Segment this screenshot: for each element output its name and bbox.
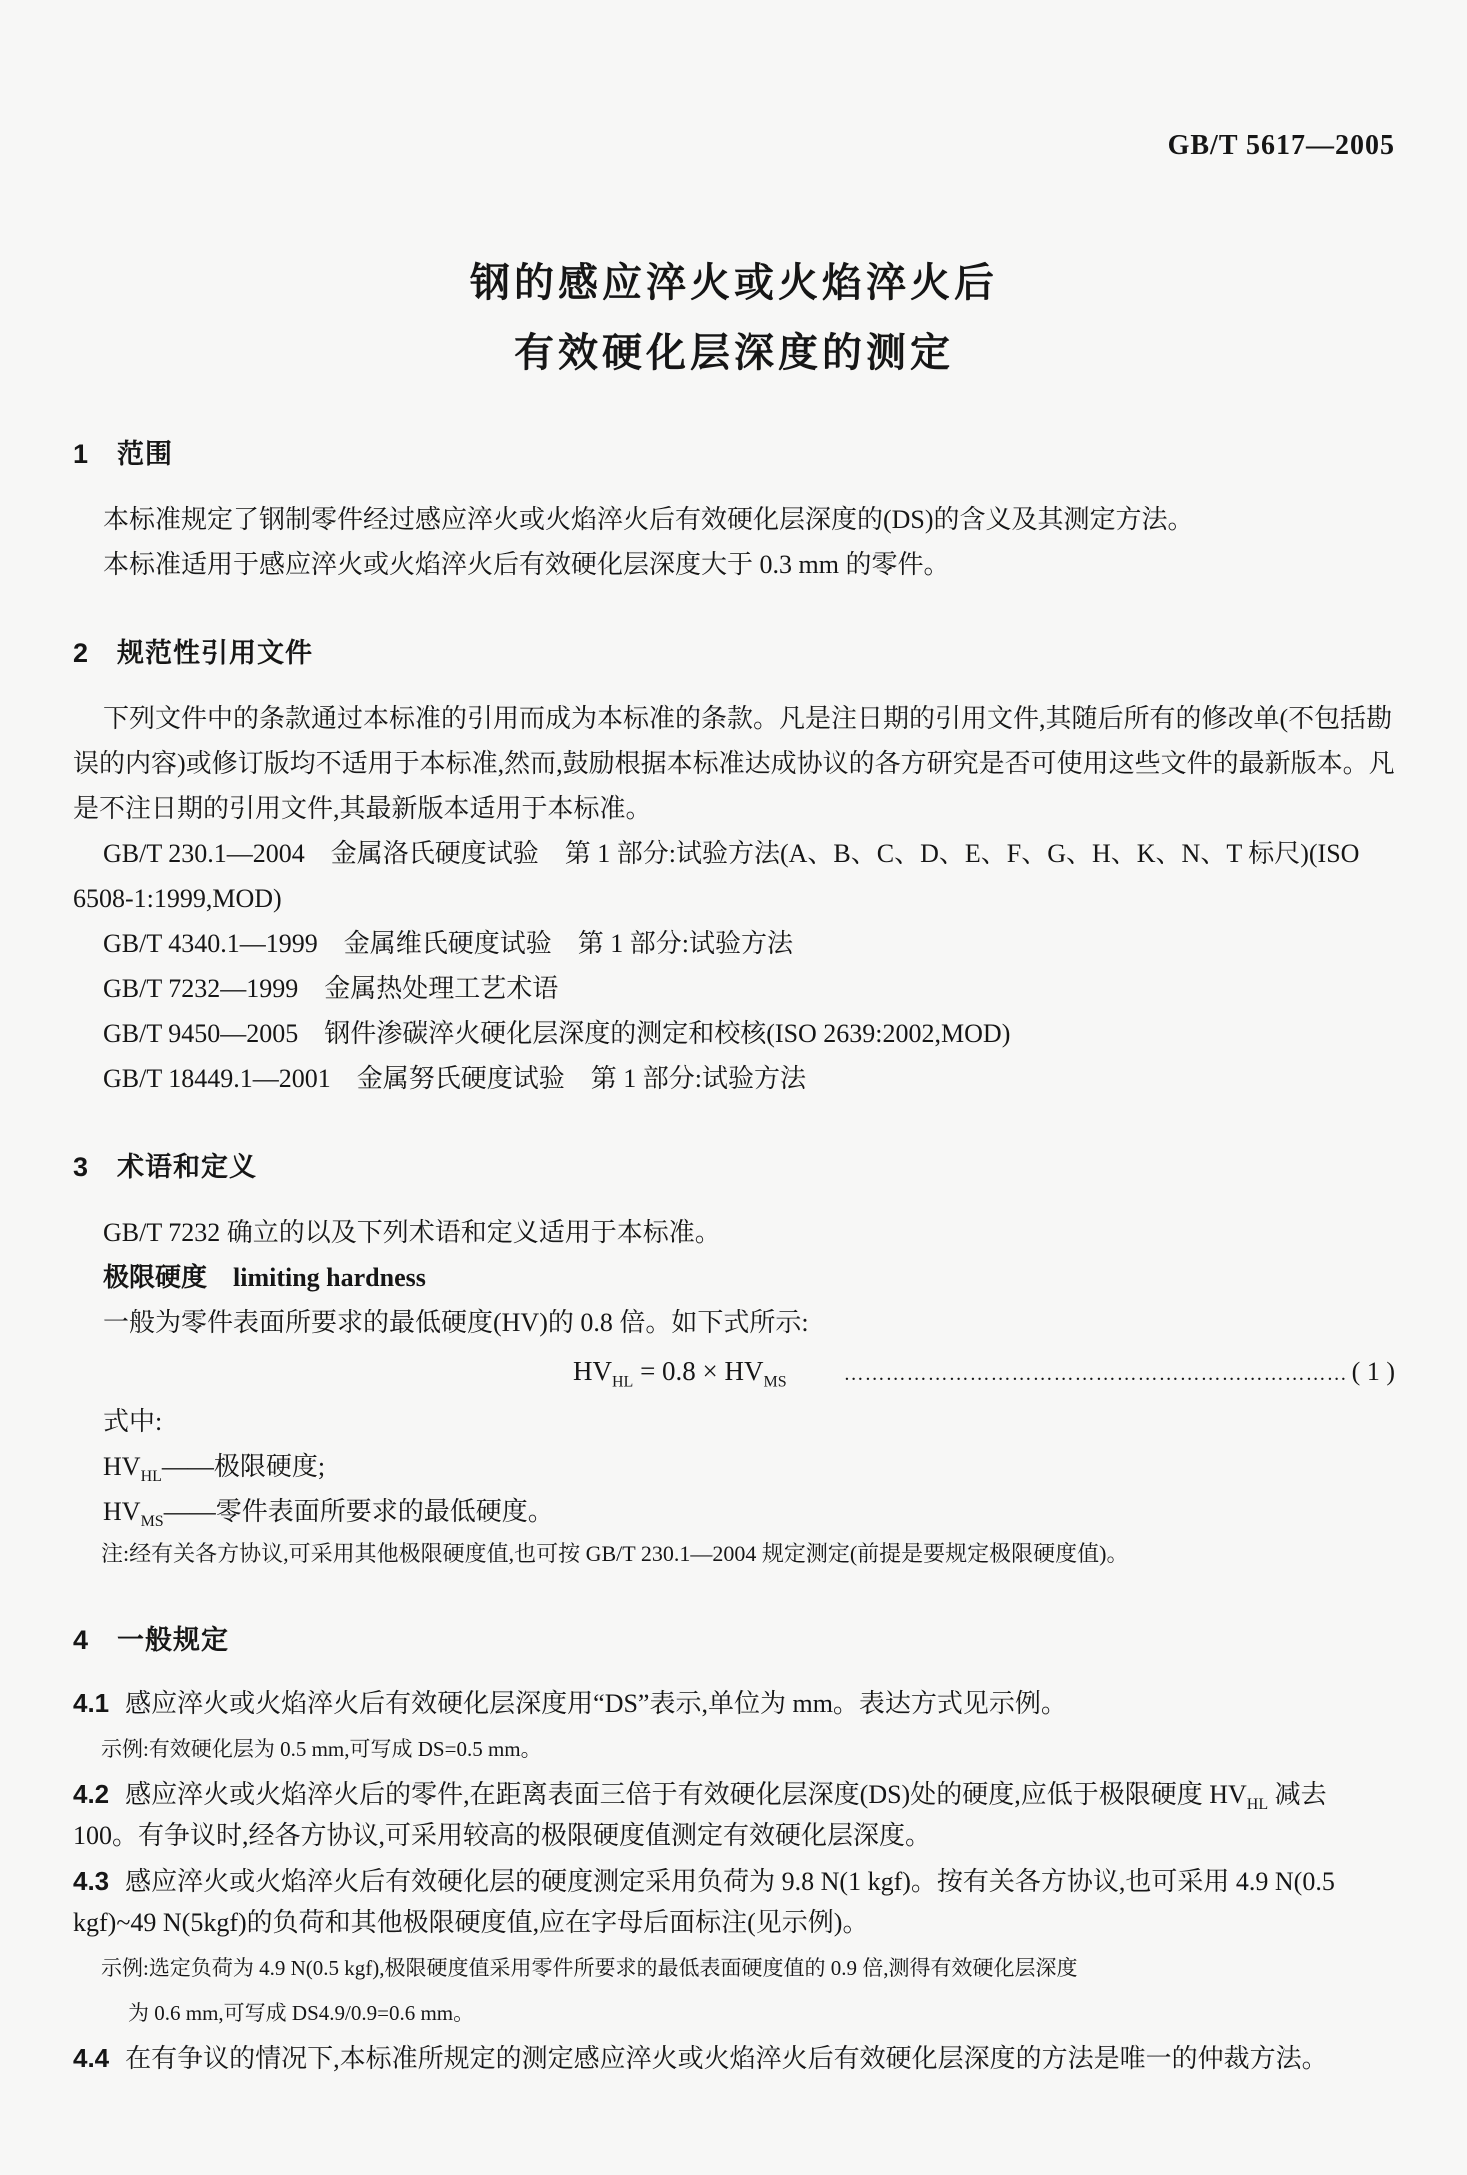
clause-4-1-number: 4.1 (73, 1688, 110, 1718)
reference-item: GB/T 9450—2005 钢件渗碳淬火硬化层深度的测定和校核(ISO 2639:2002,MOD) (103, 1019, 1011, 1048)
title-line-1: 钢的感应淬火或火焰淬火后 (470, 261, 998, 305)
section-3-heading (73, 1145, 1395, 1184)
section-1-title: 范围 (117, 439, 174, 469)
term-line (73, 1255, 1395, 1300)
clause-4-2-subscript: HL (1246, 1796, 1269, 1814)
note-text: 注:经有关各方协议,可采用其他极限硬度值,也可按 GB/T 230.1—2004 规定测定(前提是要规定极限硬度值)。 (101, 1541, 1129, 1566)
clause-4-3 (73, 1861, 1395, 1943)
formula-operator: = 0.8 × (633, 1356, 725, 1386)
scope-paragraph-2: 本标准适用于感应淬火或火焰淬火后有效硬化层深度大于 0.3 mm 的零件。 (103, 550, 950, 579)
title-line-2: 有效硬化层深度的测定 (514, 331, 954, 375)
clause-4-4-text: 在有争议的情况下,本标准所规定的测定感应淬火或火焰淬火后有效硬化层深度的方法是唯一的仲裁方法。 (125, 2044, 1328, 2073)
term-english: limiting hardness (233, 1263, 426, 1292)
section-2-title: 规范性引用文件 (117, 638, 314, 668)
clause-4-2 (73, 1774, 1395, 1856)
section-1-number: 1 (73, 439, 90, 469)
reference-list (73, 831, 1395, 1101)
section-2-heading (73, 631, 1395, 670)
example-4-3-line-2: 为 0.6 mm,可写成 DS4.9/0.9=0.6 mm。 (128, 2001, 475, 2025)
definition-hv-hl (73, 1444, 1395, 1489)
clause-4-4 (73, 2038, 1395, 2079)
section-3-title: 术语和定义 (117, 1152, 258, 1182)
scope-paragraph-1: 本标准规定了钢制零件经过感应淬火或火焰淬火后有效硬化层深度的(DS)的含义及其测定方法。 (103, 505, 1194, 534)
formula-dot-leader: ……………………………………………………………… (843, 1363, 1348, 1385)
hv-ms-symbol: HV (103, 1497, 141, 1526)
term-chinese: 极限硬度 (103, 1262, 208, 1292)
clause-4-3-number: 4.3 (73, 1866, 110, 1896)
section-3-number: 3 (73, 1152, 90, 1182)
normative-refs-intro: 下列文件中的条款通过本标准的引用而成为本标准的条款。凡是注日期的引用文件,其随后所有的修改单(不包括勘误的内容)或修订版均不适用于本标准,然而,鼓励根据本标准达成协议的各方研究是否可使用这些文件的最新版本。凡是不注日期的引用文件,其最新版本适用于本标准。 (73, 704, 1395, 823)
formula-rhs-subscript: MS (763, 1373, 787, 1391)
section-2-number: 2 (73, 638, 90, 668)
clause-4-1-text: 感应淬火或火焰淬火后有效硬化层深度用“DS”表示,单位为 mm。表达方式见示例。 (125, 1689, 1067, 1718)
formula-number: ( 1 ) (1351, 1357, 1395, 1386)
section-4-title: 一般规定 (117, 1625, 230, 1655)
formula-expression (573, 1349, 787, 1394)
formula-rhs: HV (724, 1356, 764, 1386)
section-4-heading (73, 1618, 1395, 1657)
section-4-number: 4 (73, 1625, 90, 1655)
standard-code: GB/T 5617—2005 (1167, 130, 1395, 161)
clause-4-3-text: 感应淬火或火焰淬火后有效硬化层的硬度测定采用负荷为 9.8 N(1 kgf)。按有关各方协议,也可采用 4.9 N(0.5 kgf)~49 N(5kgf)的负荷和其他极限硬度值,应在字母后面标注(见示例)。 (73, 1867, 1335, 1937)
hv-hl-subscript: HL (140, 1468, 162, 1486)
reference-item: GB/T 7232—1999 金属热处理工艺术语 (103, 974, 559, 1003)
term-definition: 一般为零件表面所要求的最低硬度(HV)的 0.8 倍。如下式所示: (103, 1308, 809, 1337)
where-label: 式中: (103, 1407, 163, 1436)
section-1-heading (73, 432, 1395, 471)
document-title (73, 248, 1395, 388)
reference-item: GB/T 230.1—2004 金属洛氏硬度试验 第 1 部分:试验方法(A、B、C、D、E、F、G、H、K、N、T 标尺)(ISO 6508-1:1999,MOD) (73, 839, 1360, 913)
definition-hv-ms (73, 1489, 1395, 1534)
example-4-1: 示例:有效硬化层为 0.5 mm,可写成 DS=0.5 mm。 (101, 1737, 542, 1761)
terms-intro: GB/T 7232 确立的以及下列术语和定义适用于本标准。 (103, 1218, 721, 1247)
reference-item: GB/T 4340.1—1999 金属维氏硬度试验 第 1 部分:试验方法 (103, 929, 793, 958)
hv-ms-subscript: MS (140, 1513, 164, 1531)
formula-lhs-subscript: HL (612, 1373, 634, 1391)
example-4-3-line-1: 示例:选定负荷为 4.9 N(0.5 kgf),极限硬度值采用零件所要求的最低表面硬度值的 0.9 倍,测得有效硬化层深度 (101, 1956, 1078, 1980)
reference-item: GB/T 18449.1—2001 金属努氏硬度试验 第 1 部分:试验方法 (103, 1064, 806, 1093)
clause-4-2-text-before: 感应淬火或火焰淬火后的零件,在距离表面三倍于有效硬化层深度(DS)处的硬度,应低于极限硬度 HV (125, 1780, 1247, 1809)
hv-hl-text: ——极限硬度; (161, 1452, 326, 1481)
clause-4-2-number: 4.2 (73, 1779, 110, 1809)
clause-4-1 (73, 1683, 1395, 1724)
hv-ms-text: ——零件表面所要求的最低硬度。 (163, 1497, 554, 1526)
clause-4-2-text-after: 减去 100。有争议时,经各方协议,可采用较高的极限硬度值测定有效硬化层深度。 (73, 1780, 1327, 1850)
clause-4-4-number: 4.4 (73, 2043, 110, 2073)
formula-lhs: HV (573, 1356, 612, 1386)
formula-1-row (73, 1349, 1395, 1397)
hv-hl-symbol: HV (103, 1452, 141, 1481)
